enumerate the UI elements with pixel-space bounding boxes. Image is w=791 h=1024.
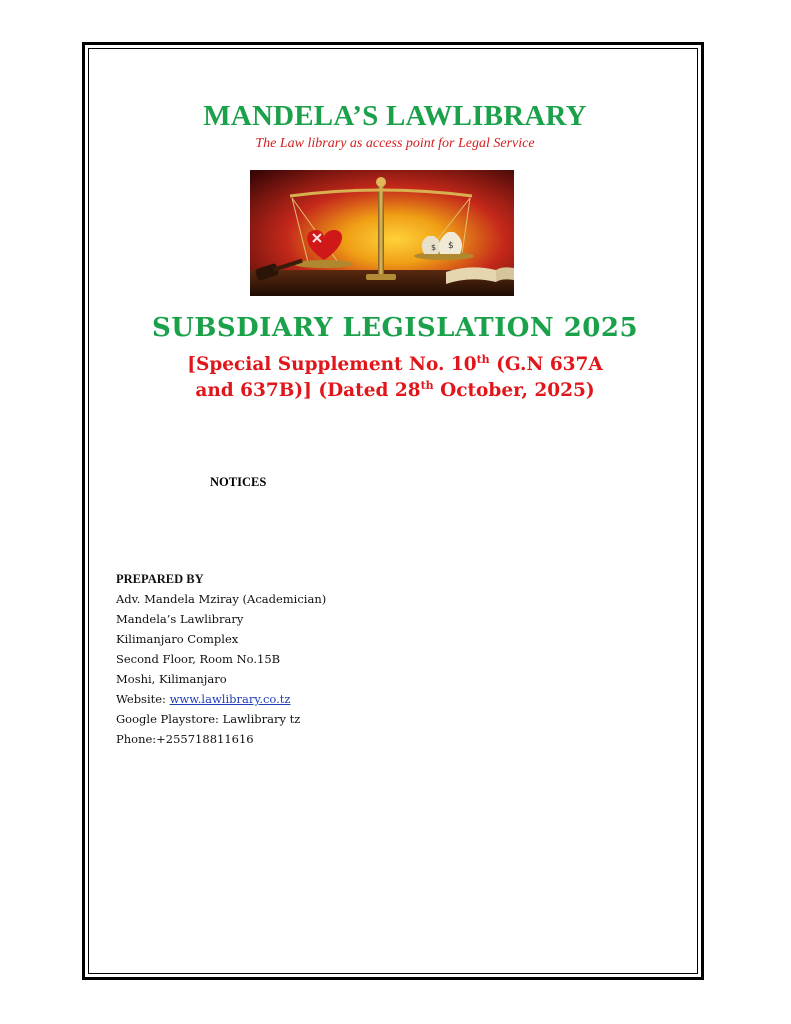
supplement-prefix: [Special Supplement No. 10 (187, 354, 477, 375)
supplement-ordinal: th (476, 353, 490, 366)
library-title: MANDELA’S LAWLIBRARY (203, 100, 587, 132)
supplement-line-2 (82, 378, 708, 404)
preparer-room: Second Floor, Room No.15B (116, 652, 281, 666)
website-link[interactable]: www.lawlibrary.co.tz (169, 692, 291, 706)
preparer-building: Kilimanjaro Complex (116, 632, 239, 646)
website-line (116, 689, 326, 709)
library-tagline: The Law library as access point for Legal Service (255, 136, 535, 151)
document-heading: SUBSDIARY LEGISLATION 2025 (151, 313, 639, 343)
website-label: Website: (116, 692, 170, 706)
preparer-city: Moshi, Kilimanjaro (116, 672, 227, 686)
scales-of-justice-image (250, 170, 514, 296)
preparer-name: Adv. Mandela Mziray (Academician) (116, 592, 327, 606)
playstore-line: Google Playstore: Lawlibrary tz (116, 712, 301, 726)
preparer-organization: Mandela’s Lawlibrary (116, 612, 244, 626)
supplement-gn: (G.N 637A (489, 354, 603, 375)
supplement-line-1 (82, 352, 708, 378)
supplement-date-ordinal: th (420, 379, 434, 392)
prepared-by-block (116, 569, 326, 749)
supplement-details (82, 352, 708, 404)
svg-text:$: $ (448, 241, 454, 251)
section-notices: NOTICES (210, 475, 267, 489)
svg-text:$: $ (431, 243, 437, 252)
supplement-date-prefix: and 637B)] (Dated 28 (195, 380, 421, 401)
phone-line: Phone:+255718811616 (116, 732, 254, 746)
supplement-date-suffix: October, 2025) (433, 380, 595, 401)
prepared-by-label: PREPARED BY (116, 572, 204, 586)
